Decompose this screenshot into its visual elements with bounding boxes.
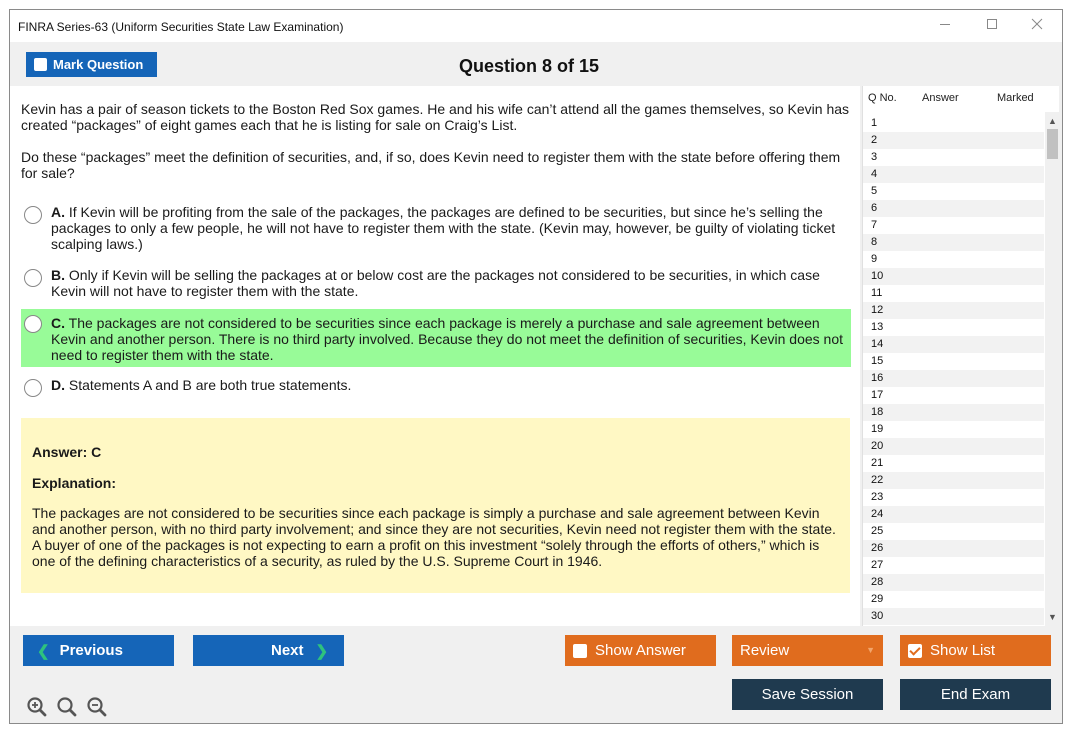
question-panel [10,86,860,626]
answer-label: Answer: C [32,444,102,460]
question-list-row[interactable]: 6 [863,200,1044,217]
option-letter: C. [51,315,65,331]
question-list-row[interactable]: 13 [871,321,884,333]
answer-header: Answer [922,92,959,104]
question-list-scrollbar[interactable] [1045,112,1060,626]
question-list-row[interactable]: 14 [863,336,1044,353]
question-stem: Kevin has a pair of season tickets to the Boston Red Sox games. He and his wife can’t attend all the games themselves, so Kevin has created “packages” of eight games each that he is listing for sale on Craig’s List. [21,101,850,133]
checkbox-checked-icon [908,644,922,658]
app-window [9,9,1063,724]
radio-button[interactable] [24,206,42,224]
zoom-out-icon[interactable] [86,696,108,718]
zoom-in-icon[interactable] [26,696,48,718]
save-session-label: Save Session [761,686,854,703]
checkbox-icon [34,58,47,71]
bottom-toolbar [10,626,1062,724]
scroll-up-icon[interactable]: ▲ [1048,116,1057,126]
question-list-row[interactable]: 17 [871,389,884,401]
radio-button[interactable] [24,315,42,333]
explanation-text: The packages are not considered to be securities since each package is simply a purchase and sale agreement between Kevin and another person, with no third party involvement; and since they are not securities, Kevin need not register them with the state. A buyer of one of the packages is not expecting to earn a profit on this investment “solely through the efforts of others,” which is one of the defining characteristics of a security, as ruled by the U.S. Supreme Court in 1946. [32,505,836,569]
chevron-right-icon: ❯ [315,642,329,660]
chevron-left-icon: ❮ [37,642,50,660]
zoom-reset-icon[interactable] [56,696,78,718]
question-list-row[interactable]: 7 [871,219,878,231]
option-letter: A. [51,204,65,220]
question-toolbar [10,42,1062,86]
end-exam-label: End Exam [940,686,1011,703]
question-list-row[interactable]: 30 [863,608,1044,625]
scroll-down-icon[interactable]: ▼ [1048,612,1057,622]
review-label: Review [740,642,790,659]
radio-button[interactable] [24,379,42,397]
question-list-row[interactable]: 9 [871,253,878,265]
question-list-row[interactable]: 20 [863,438,1044,455]
option-text: The packages are not considered to be securities since each package is merely a purchase and sale agreement between Kevin and another person. There is no third party involved. Because they do not meet the definition of securities, Kevin does not need to register them with the state. [51,315,843,363]
question-list-row[interactable]: 25 [871,525,884,537]
explanation-panel [21,418,850,593]
option-a[interactable] [21,204,851,254]
option-letter: D. [51,377,65,393]
question-list-rows [863,115,1044,625]
end-exam-button[interactable] [900,679,1051,710]
option-b[interactable] [21,267,851,301]
radio-button[interactable] [24,269,42,287]
scrollbar-thumb[interactable] [1047,129,1058,159]
question-list-row[interactable]: 11 [871,287,883,299]
question-list-row[interactable]: 29 [871,593,884,605]
checkbox-icon [573,644,587,658]
question-list-row[interactable]: 12 [863,302,1044,319]
show-list-label: Show List [930,642,996,659]
question-list-row[interactable]: 1 [871,117,878,129]
option-text: If Kevin will be profiting from the sale of the packages, the packages are defined to be securities, but since he’s selling the packages to only a few people, he will not have to register them with the state. (Kevin may, however, be guilty of violating ticket scalping laws.) [51,204,836,252]
question-prompt: Do these “packages” meet the definition of securities, and, if so, does Kevin need to register them with the state before offering them for sale? [21,149,841,181]
question-list [862,86,1059,626]
mark-question-label: Mark Question [53,57,144,72]
qno-header: Q No. [868,92,897,104]
question-list-row[interactable]: 22 [863,472,1044,489]
question-list-row[interactable]: 2 [863,132,1044,149]
question-list-row[interactable]: 24 [863,506,1044,523]
next-label: Next [271,642,304,659]
explanation-label: Explanation: [32,475,117,491]
option-text: Only if Kevin will be selling the packages at or below cost are the packages not considered to be securities, in which case Kevin will not have to register them with the state. [51,267,820,299]
marked-header: Marked [997,92,1034,104]
minimize-icon[interactable] [925,14,965,38]
next-button[interactable] [193,635,344,666]
question-list-row[interactable]: 16 [863,370,1044,387]
question-list-row[interactable]: 28 [863,574,1044,591]
question-list-row[interactable]: 26 [863,540,1044,557]
previous-button[interactable] [23,635,174,666]
question-list-row[interactable]: 19 [871,423,884,435]
question-list-row[interactable]: 5 [871,185,878,197]
question-counter: Question 8 of 15 [459,56,600,76]
save-session-button[interactable] [732,679,883,710]
option-text: Statements A and B are both true statements. [68,377,352,393]
maximize-icon[interactable] [972,14,1012,38]
dropdown-arrow-icon: ▼ [866,645,875,655]
question-list-row[interactable]: 15 [871,355,884,367]
question-list-row[interactable]: 3 [871,151,878,163]
option-d[interactable] [21,377,851,397]
question-list-row[interactable]: 10 [863,268,1044,285]
mark-question-button[interactable] [26,52,157,77]
question-list-row[interactable]: 21 [871,457,884,469]
close-icon[interactable] [1017,14,1057,38]
question-list-row[interactable]: 23 [871,491,884,503]
title-bar [10,10,1062,42]
question-list-row[interactable]: 8 [863,234,1044,251]
show-answer-button[interactable] [565,635,716,666]
option-c[interactable] [21,309,851,367]
review-dropdown[interactable] [732,635,883,666]
show-answer-label: Show Answer [595,642,686,659]
question-list-row[interactable]: 18 [863,404,1044,421]
previous-label: Previous [59,642,123,659]
question-list-row[interactable]: 27 [871,559,884,571]
question-list-row[interactable]: 4 [863,166,1044,183]
window-title: FINRA Series-63 (Uniform Securities State Law Examination) [18,20,344,34]
show-list-button[interactable] [900,635,1051,666]
option-letter: B. [51,267,65,283]
